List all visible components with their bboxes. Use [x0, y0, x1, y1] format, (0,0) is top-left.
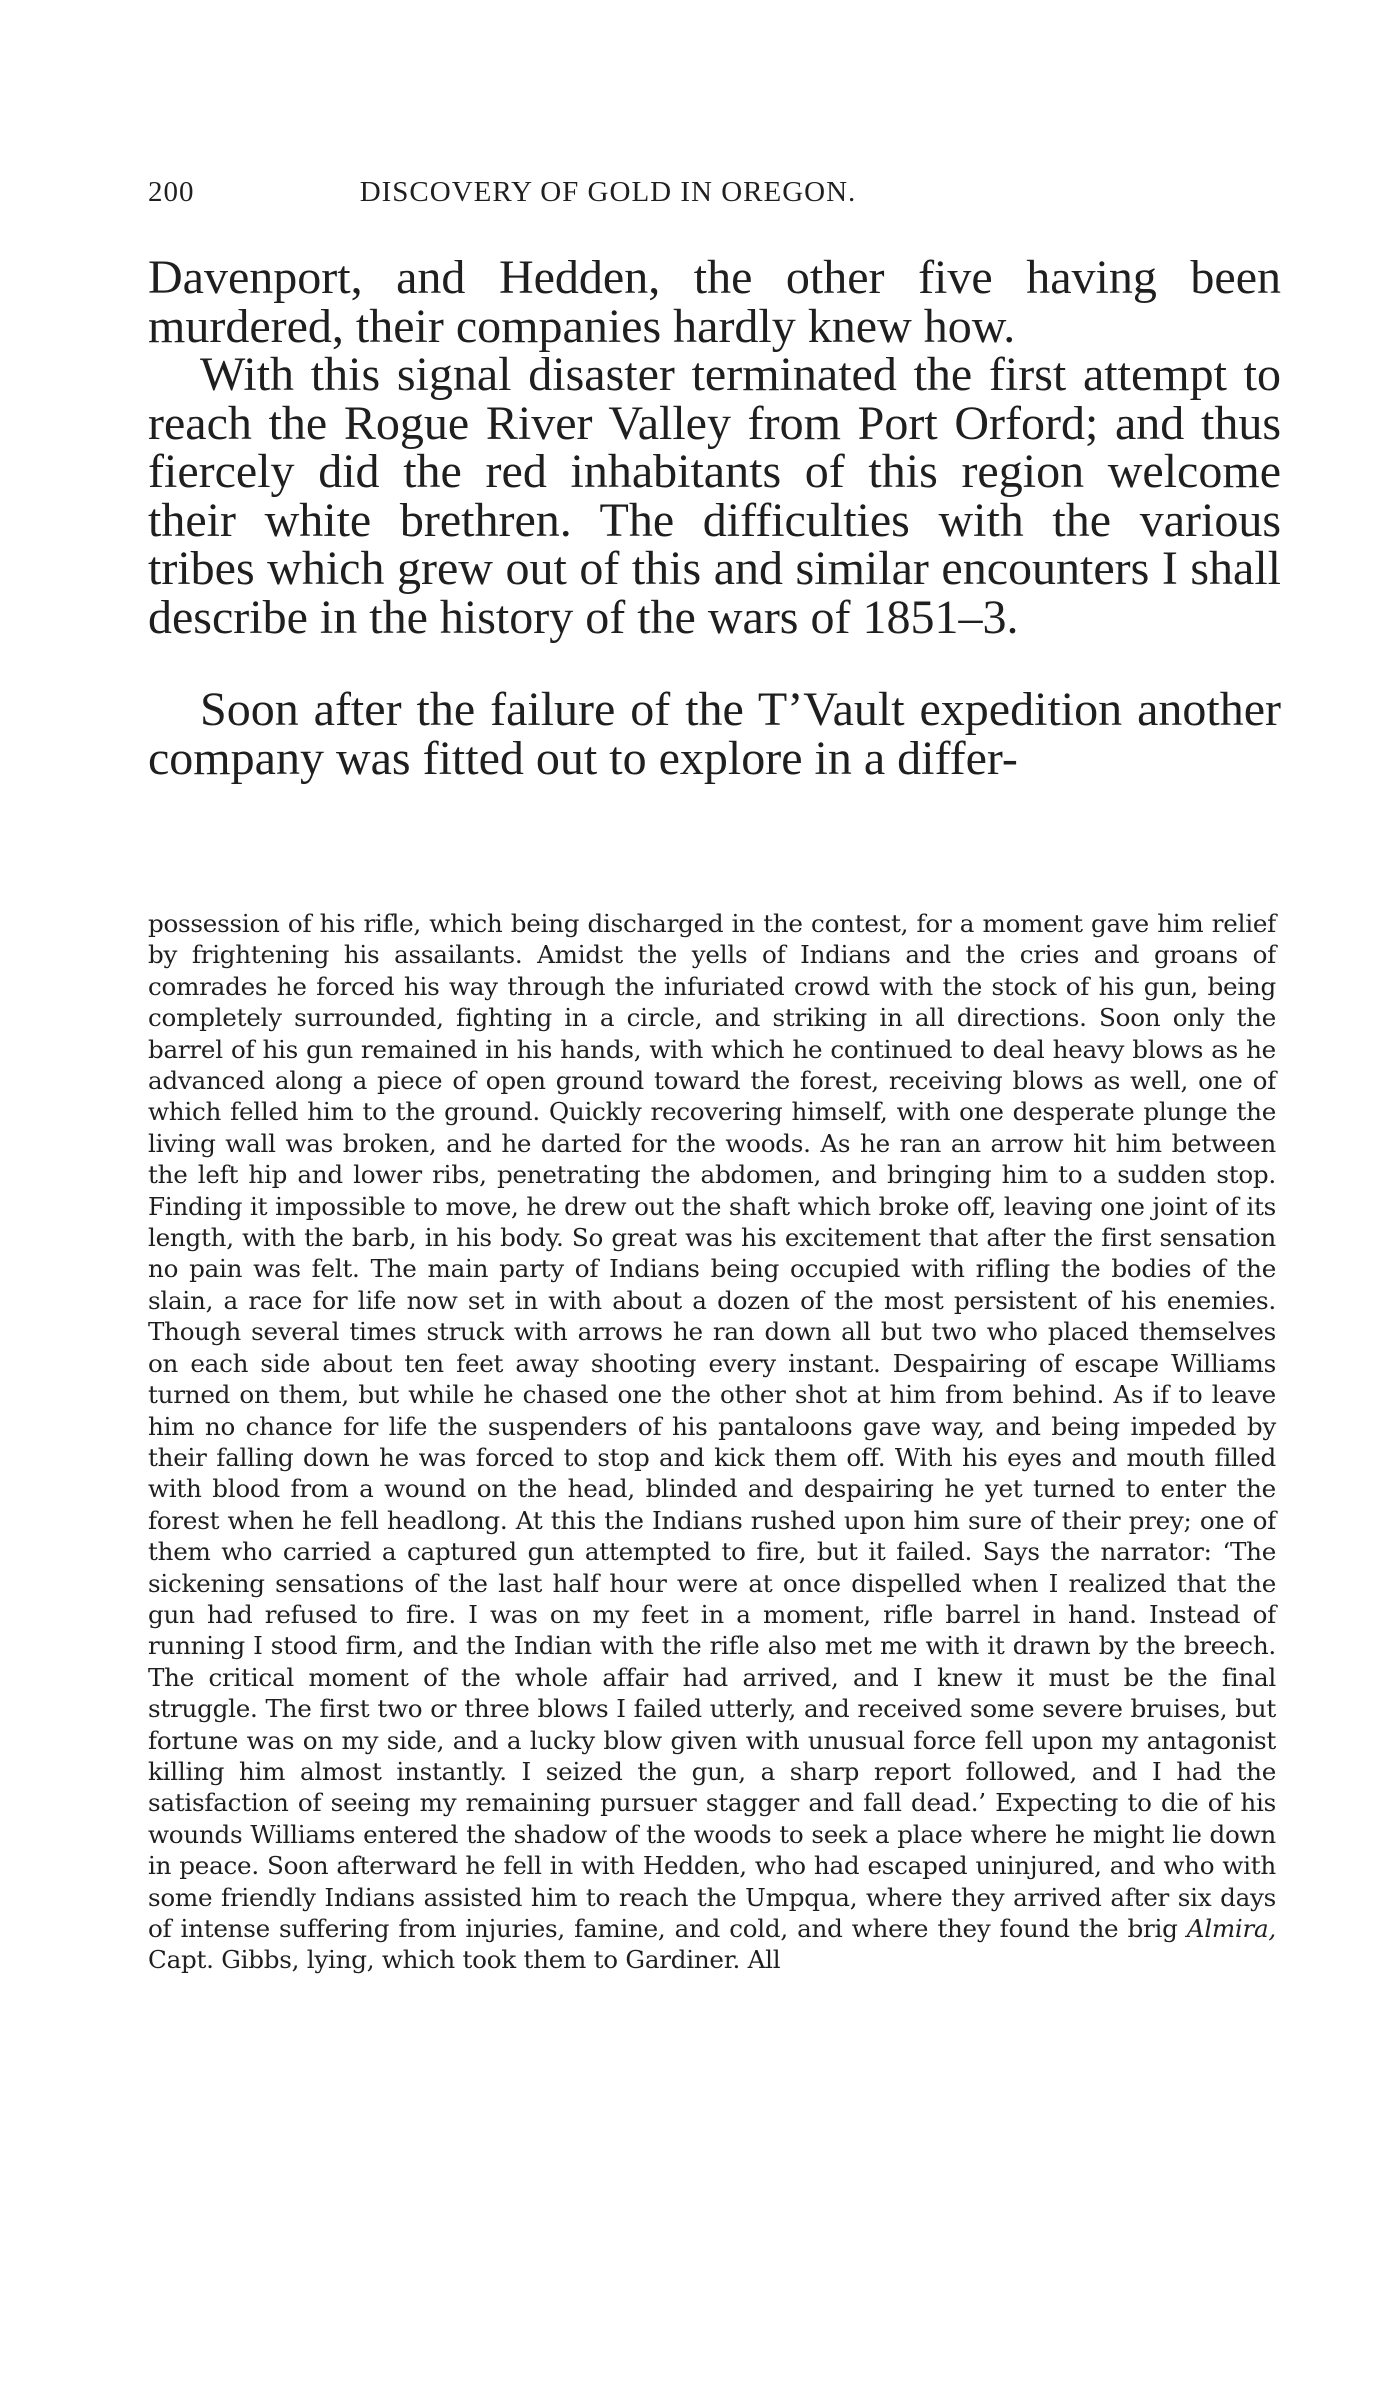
main-text [148, 251, 1281, 785]
page-number: 200 [148, 176, 195, 208]
page-header [148, 176, 1028, 216]
body-paragraph: Soon after the failure of the T’Vault expedition another company was fitted out to explore in a differ- [148, 683, 1281, 785]
footnote-text-end: Capt. Gibbs, lying, which took them to Gardiner. All [148, 1945, 781, 1975]
ship-name: Almira, [1186, 1914, 1276, 1943]
footnote-paragraph [148, 908, 1276, 1976]
footnote [148, 908, 1276, 1976]
footnote-text: possession of his rifle, which being discharged in the contest, for a moment gave him relief by frightening his assailants. Amidst the yells of Indians and the cries and groans of comrades he forced his way through the infuriated crowd with the stock of his gun, being completely surrounded, fighting in a circle, and striking in all directions. Soon only the barrel of his gun remained in his hands, with which he continued to deal heavy blows as he advanced along a piece of open ground toward the forest, receiving blows as well, one of which felled him to the ground. Quickly recovering himself, with one desperate plunge the living wall was broken, and he darted for the woods. As he ran an arrow hit him between the left hip and lower ribs, penetrating the abdomen, and bringing him to a sudden stop. Finding it impossible to move, he drew out the shaft which broke off, leaving one joint of its length, with the barb, in his body. So great was his excitement that after the first sensation no pain was felt. The main party of Indians being occupied with rifling the bodies of the slain, a race for life now set in with about a dozen of the most persistent of his enemies. Though several times struck with arrows he ran down all but two who placed themselves on each side about ten feet away shooting every instant. Despairing of escape Williams turned on them, but while he chased one the other shot at him from behind. As if to leave him no chance for life the suspenders of his pantaloons gave way, and being impeded by their falling down he was forced to stop and kick them off. With his eyes and mouth filled with blood from a wound on the head, blinded and despairing he yet turned to enter the forest when he fell headlong. At this the Indians rushed upon him sure of their prey; one of them who carried a captured gun attempted to fire, but it failed. Says the narrator: ‘The sickening sensations of the last half hour were at once dispelled when I realized that the gun had refused to fire. I was on my feet in a moment, rifle barrel in hand. Instead of running I stood firm, and the Indian with the rifle also met me with it drawn by the breech. The critical moment of the whole affair had arrived, and I knew it must be the final struggle. The first two or three blows I failed utterly, and received some severe bruises, but fortune was on my side, and a lucky blow given with unusual force fell upon my antagonist killing him almost instantly. I seized the gun, a sharp report followed, and I had the satisfaction of seeing my remaining pursuer stagger and fall dead.’ Expecting to die of his wounds Williams entered the shadow of the woods to seek a place where he might lie down in peace. Soon afterward he fell in with Hedden, who had escaped uninjured, and who with some friendly Indians assisted him to reach the Umpqua, where they arrived after six days of intense suffering from injuries, famine, and cold, and where they found the brig [148, 909, 1276, 1943]
body-paragraph: With this signal disaster terminated the first attempt to reach the Rogue River Valley from Port Orford; and thus fiercely did the red inhabitants of this region welcome their white brethren. The difficulties with the various tribes which grew out of this and similar encounters I shall describe in the history of the wars of 1851–3. [148, 348, 1281, 644]
running-title: DISCOVERY OF GOLD IN OREGON. [359, 176, 857, 208]
body-paragraph: Davenport, and Hedden, the other five having been murdered, their companies hardly knew how. [148, 251, 1281, 353]
